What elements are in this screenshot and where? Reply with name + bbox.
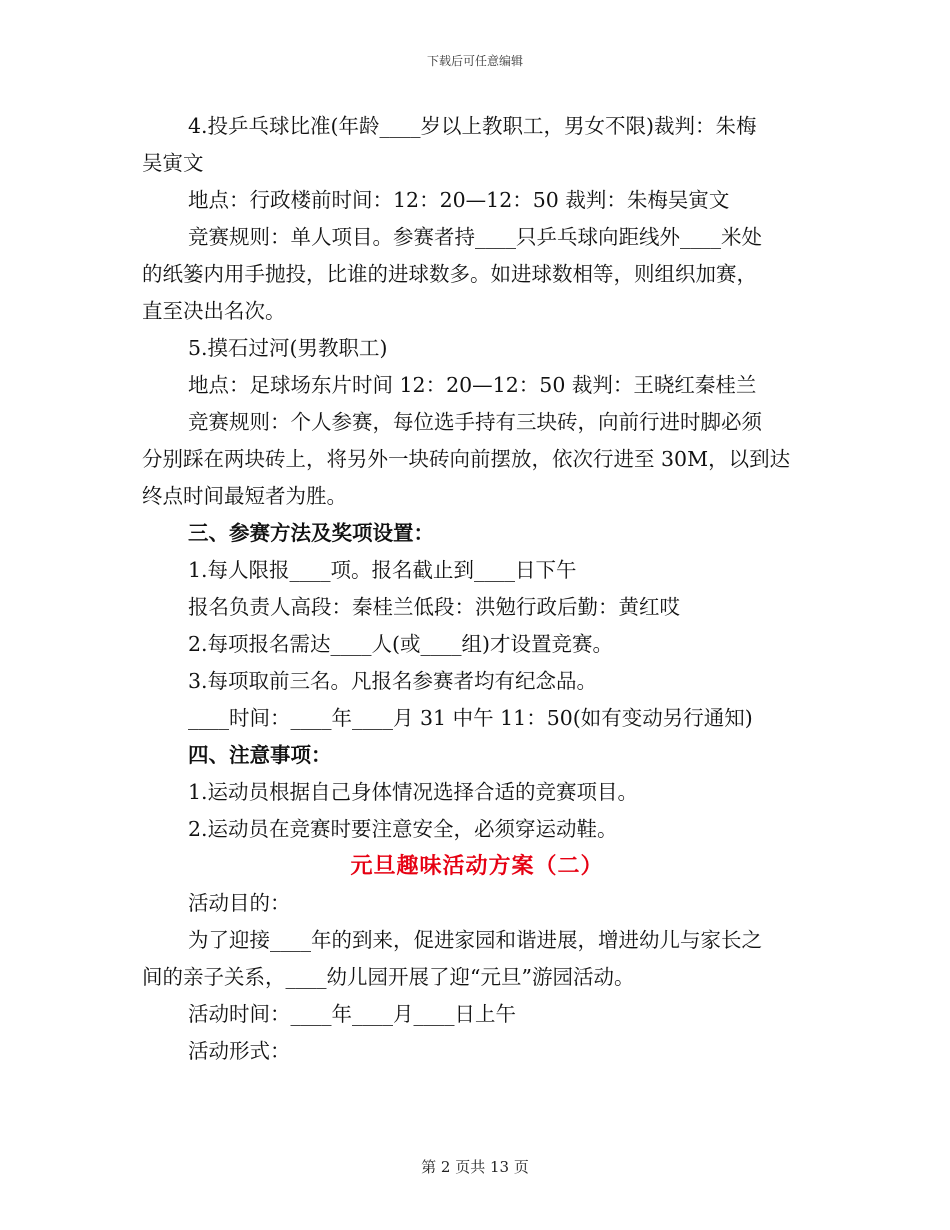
paragraph-line: 直至决出名次。 xyxy=(142,299,286,323)
paragraph-line: 2.每项报名需达____人(或____组)才设置竞赛。 xyxy=(188,632,614,656)
paragraph-line: 间的亲子关系，____幼儿园开展了迎“元旦”游园活动。 xyxy=(142,965,635,989)
paragraph-line: 竞赛规则：个人参赛，每位选手持有三块砖，向前行进时脚必须 xyxy=(188,410,762,434)
section-heading: 四、注意事项： xyxy=(188,743,332,767)
paragraph-line: 吴寅文 xyxy=(142,151,204,175)
paragraph-line: 为了迎接____年的到来，促进家园和谐进展，增进幼儿与家长之 xyxy=(188,928,762,952)
paragraph-line: 2.运动员在竞赛时要注意安全，必须穿运动鞋。 xyxy=(188,817,618,841)
page-footer: 第 2 页共 13 页 xyxy=(421,1158,529,1176)
paragraph-line: ____时间：____年____月 31 中午 11：50(如有变动另行通知) xyxy=(188,706,753,730)
page-header: 下载后可任意编辑 xyxy=(426,54,523,68)
paragraph-line: 4.投乒乓球比准(年龄____岁以上教职工，男女不限)裁判：朱梅 xyxy=(188,114,757,138)
section-heading: 三、参赛方法及奖项设置： xyxy=(188,521,434,545)
paragraph-line: 活动形式： xyxy=(188,1039,291,1063)
paragraph-line: 分别踩在两块砖上，将另外一块砖向前摆放，依次行进至 30M，以到达 xyxy=(142,447,791,471)
paragraph-line: 活动目的： xyxy=(188,891,291,915)
paragraph-line: 活动时间：____年____月____日上午 xyxy=(188,1002,516,1026)
paragraph-line: 1.每人限报____项。报名截止到____日下午 xyxy=(188,558,577,582)
paragraph-line: 终点时间最短者为胜。 xyxy=(142,484,347,508)
paragraph-line: 竞赛规则：单人项目。参赛者持____只乒乓球向距线外____米处 xyxy=(188,225,762,249)
paragraph-line: 报名负责人高段：秦桂兰低段：洪勉行政后勤：黄红哎 xyxy=(188,595,680,619)
paragraph-line: 地点：足球场东片时间 12：20—12：50 裁判：王晓红秦桂兰 xyxy=(188,373,757,397)
paragraph-line: 1.运动员根据自己身体情况选择合适的竞赛项目。 xyxy=(188,780,639,804)
paragraph-line: 地点：行政楼前时间：12：20—12：50 裁判：朱梅吴寅文 xyxy=(188,188,730,212)
paragraph-line: 的纸篓内用手抛投，比谁的进球数多。如进球数相等，则组织加赛， xyxy=(142,262,757,286)
document-title: 元旦趣味活动方案（二） xyxy=(350,853,604,879)
paragraph-line: 5.摸石过河(男教职工) xyxy=(188,336,388,360)
document-body xyxy=(142,108,812,1070)
paragraph-line: 3.每项取前三名。凡报名参赛者均有纪念品。 xyxy=(188,669,598,693)
